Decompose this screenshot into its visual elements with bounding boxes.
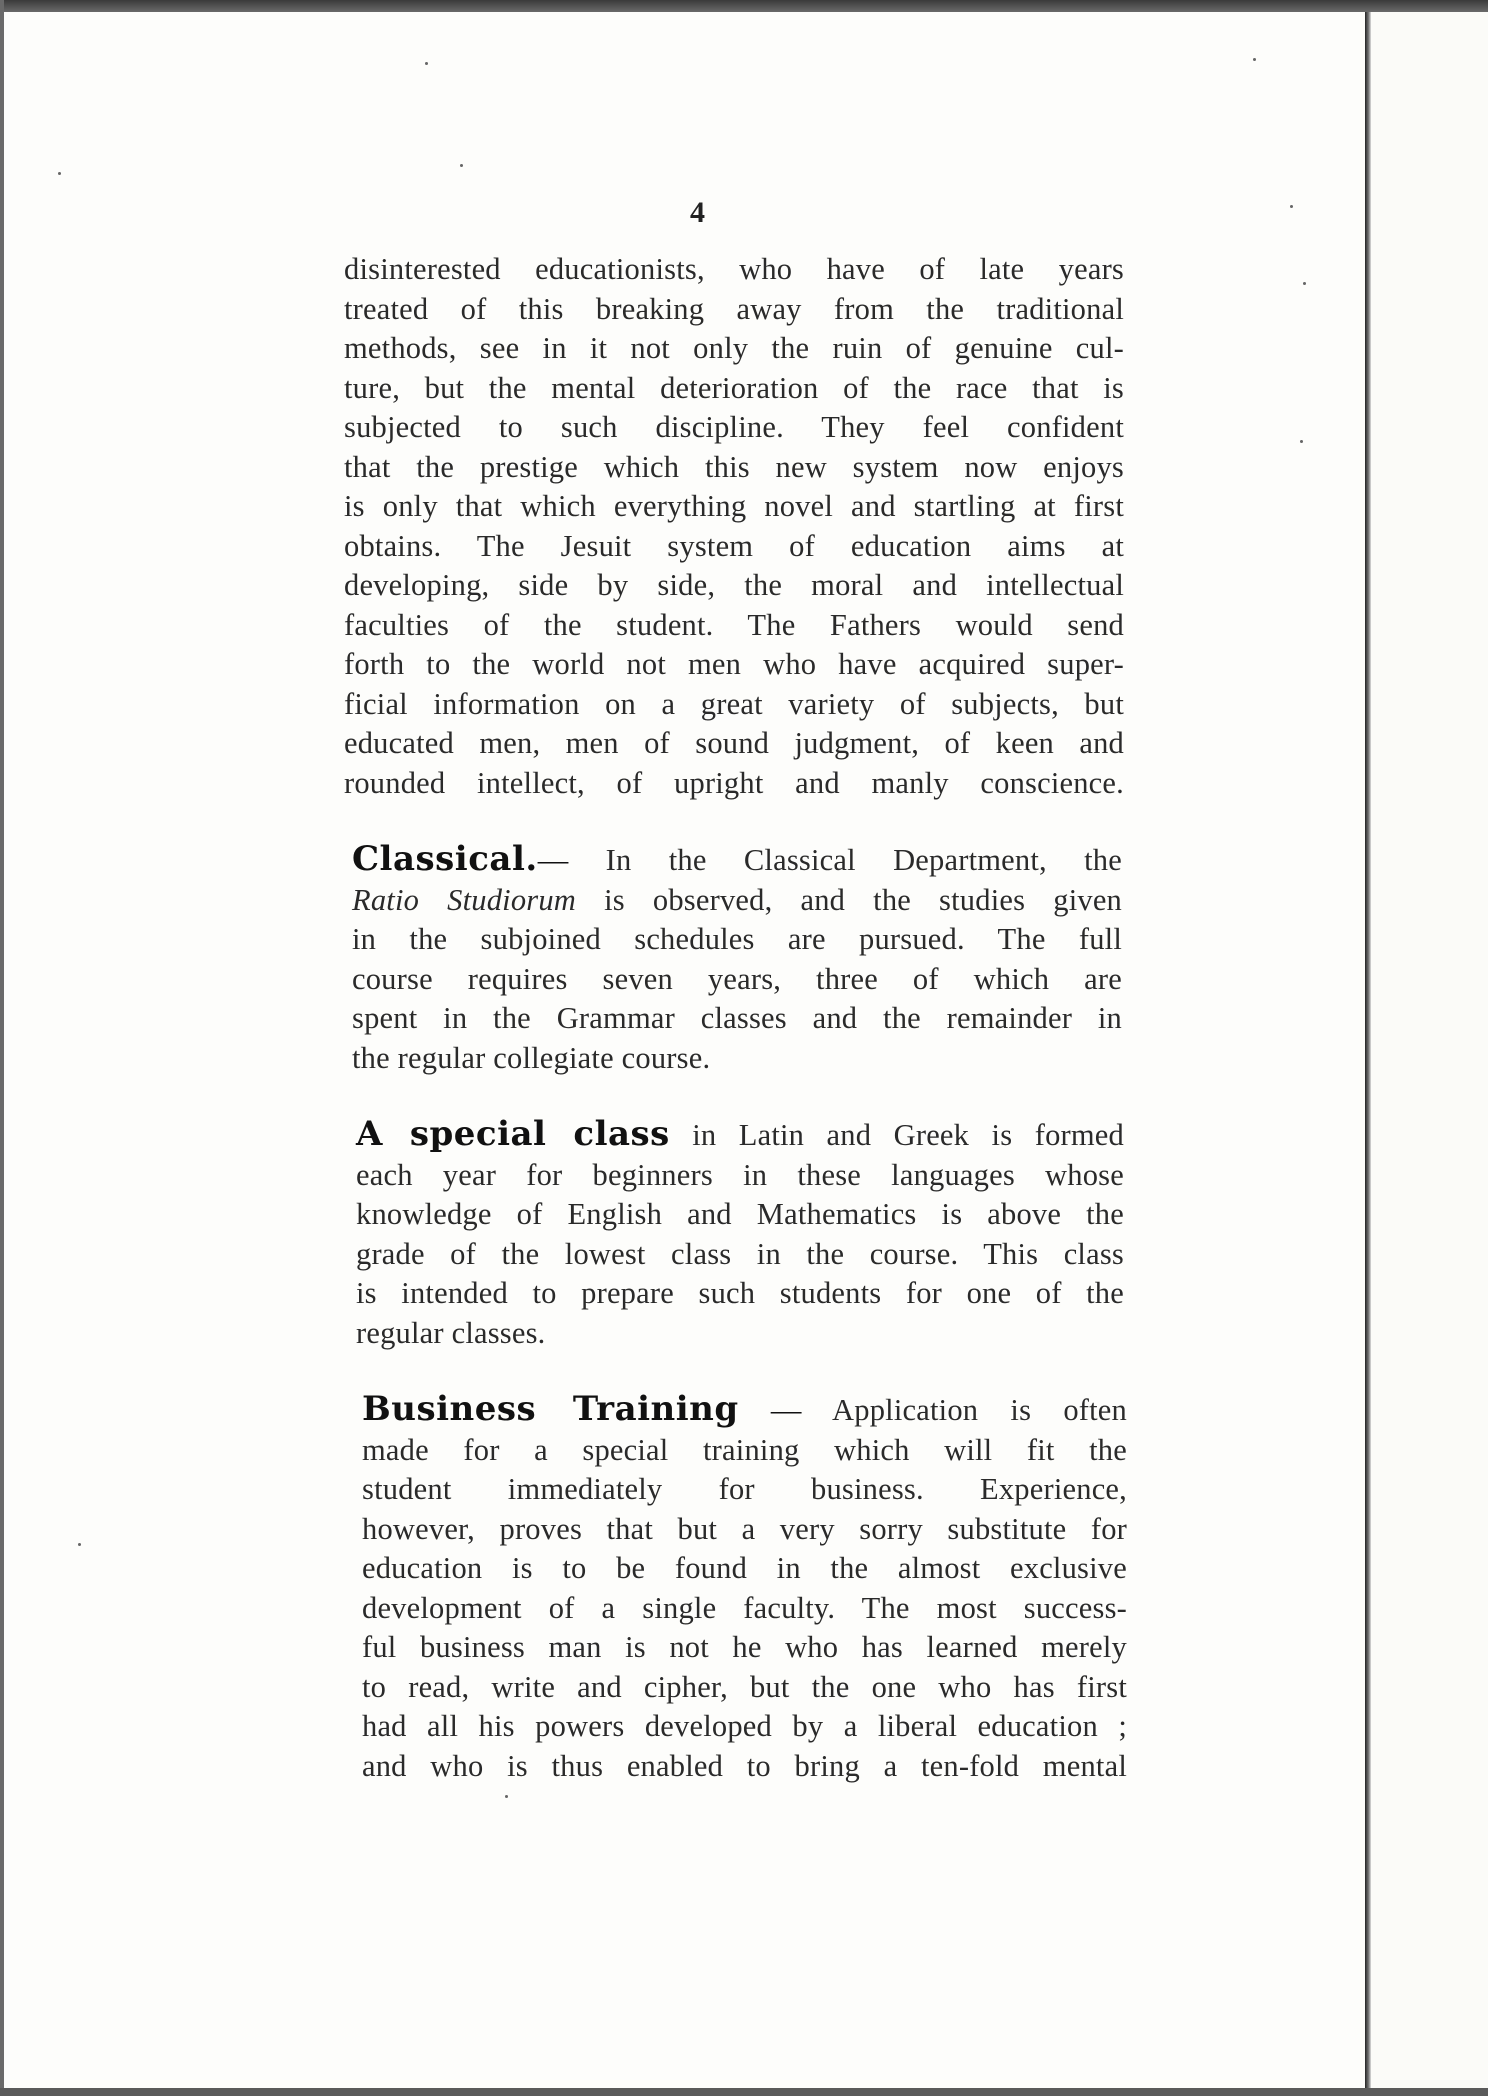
text-line: educated men, men of sound judgment, of keen and: [344, 726, 1124, 760]
heading-dash: —: [537, 843, 569, 877]
text-line: methods, see in it not only the ruin of genuine cul-: [344, 331, 1124, 365]
text-line: subjected to such discipline. They feel confident: [344, 410, 1124, 444]
text-line: disinterested educationists, who have of late years: [344, 252, 1124, 286]
text-line: ficial information on a great variety of subjects, but: [344, 686, 1124, 721]
text-line: spent in the Grammar classes and the remainder in: [352, 1001, 1122, 1035]
text-line: obtains. The Jesuit system of education aims at: [344, 528, 1124, 563]
text-line: forth to the world not men who have acquired super-: [344, 647, 1124, 681]
scan-speck: [1300, 440, 1303, 443]
text-line: made for a special training which will fit the: [362, 1432, 1127, 1467]
text-line: ture, but the mental deterioration of the race that is: [344, 370, 1124, 405]
text-line: each year for beginners in these languages whose: [356, 1157, 1124, 1192]
text-line: in the subjoined schedules are pursued. The full: [352, 922, 1122, 956]
text-line: student immediately for business. Experience,: [362, 1472, 1127, 1506]
text-fragment: is observed, and the studies given: [576, 882, 1122, 917]
text-line: developing, side by side, the moral and intellectual: [344, 568, 1124, 602]
scan-speck: [505, 1795, 508, 1798]
text-line: the regular collegiate course.: [352, 1040, 711, 1075]
text-line: education is to be found in the almost exclusive: [362, 1551, 1127, 1585]
scan-speck: [460, 164, 463, 167]
text-line: to read, write and cipher, but the one who has first: [362, 1669, 1127, 1704]
text-fragment: In the Classical Department, the: [568, 843, 1122, 877]
text-line: rounded intellect, of upright and manly conscience.: [344, 765, 1124, 800]
text-line: [352, 881, 1122, 921]
scan-speck: [1290, 205, 1293, 208]
text-line: is intended to prepare such students for one of the: [356, 1276, 1124, 1310]
text-line: however, proves that but a very sorry substitute for: [362, 1511, 1127, 1546]
scan-speck: [1253, 58, 1256, 61]
text-line: course requires seven years, three of which are: [352, 961, 1122, 996]
page-number: 4: [690, 196, 705, 229]
text-line: treated of this breaking away from the traditional: [344, 291, 1124, 326]
text-line: ful business man is not he who has learned merely: [362, 1630, 1127, 1664]
scan-speck: [78, 1543, 81, 1546]
text-line: knowledge of English and Mathematics is above the: [356, 1197, 1124, 1231]
text-line: [362, 1390, 1127, 1431]
scan-speck: [58, 172, 61, 175]
italic-phrase: Ratio Studiorum: [352, 882, 577, 917]
text-line: [356, 1115, 1124, 1156]
text-line: that the prestige which this new system now enjoys: [344, 449, 1124, 484]
heading-dash: —: [738, 1393, 802, 1427]
scan-speck: [1303, 282, 1306, 285]
text-line: development of a single faculty. The most success-: [362, 1590, 1127, 1625]
text-line: [352, 840, 1122, 881]
section-heading-classical: Classical.: [352, 839, 538, 879]
text-line: grade of the lowest class in the course. This class: [356, 1236, 1124, 1271]
text-line: regular classes.: [356, 1315, 546, 1350]
section-heading-special-class: A special class: [356, 1114, 670, 1154]
text-fragment: Application is often: [801, 1393, 1127, 1427]
scan-edge-top: [0, 0, 1488, 12]
scan-edge-bottom: [0, 2088, 1488, 2096]
text-line: is only that which everything novel and startling at first: [344, 489, 1124, 523]
facing-page-edge: [1371, 12, 1488, 2088]
paragraph-business-training: [362, 1390, 1127, 1786]
section-heading-business-training: Business Training: [362, 1389, 739, 1429]
text-line: and who is thus enabled to bring a ten-fold mental: [362, 1748, 1127, 1783]
text-line: faculties of the student. The Fathers would send: [344, 607, 1124, 642]
paragraph-intro: [344, 250, 1124, 803]
scan-speck: [425, 62, 428, 65]
text-fragment: in Latin and Greek is formed: [669, 1118, 1124, 1152]
paragraph-classical: [352, 840, 1122, 1078]
text-line: had all his powers developed by a liberal education ;: [362, 1709, 1127, 1743]
scan-edge-left: [0, 0, 4, 2096]
paragraph-special-class: [356, 1115, 1124, 1353]
